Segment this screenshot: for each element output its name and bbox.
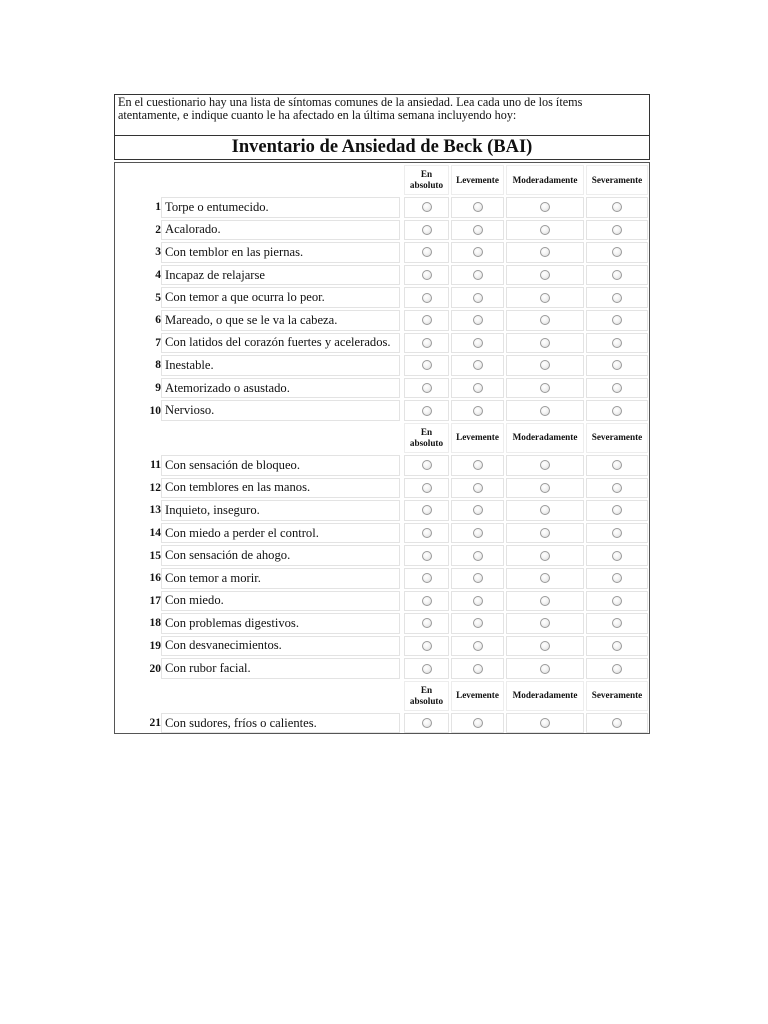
option-header-moderadamente: Moderadamente [506,681,584,711]
option-cell [506,220,584,241]
item-label: Con problemas digestivos. [161,613,400,634]
option-cell [451,591,504,612]
item-number: 8 [155,359,161,372]
item-label: Atemorizado o asustado. [161,378,400,399]
option-cell [586,500,648,521]
option-cell [506,310,584,331]
radio-moderadamente[interactable] [540,596,550,606]
option-cell [451,500,504,521]
item-number: 19 [149,639,161,652]
option-cell [404,500,449,521]
option-cell [506,500,584,521]
item-number: 20 [149,662,161,675]
question-row [115,453,649,476]
option-cell [586,265,648,286]
option-cell [404,591,449,612]
option-cell [451,355,504,376]
radio-en-absoluto[interactable] [422,664,432,674]
item-number: 15 [149,549,161,562]
radio-severamente[interactable] [612,573,622,583]
question-row [115,331,649,354]
options-header-row [115,163,649,195]
option-cell [451,658,504,679]
item-number: 4 [155,269,161,282]
option-cell [451,287,504,308]
option-cell [586,591,648,612]
question-group [115,679,649,734]
question-row [115,634,649,657]
options-header-row [115,421,649,453]
item-number: 3 [155,246,161,259]
option-cell [586,333,648,354]
question-group [115,421,649,679]
radio-levemente[interactable] [473,641,483,651]
option-cell [404,613,449,634]
radio-en-absoluto[interactable] [422,225,432,235]
option-cell [506,355,584,376]
radio-moderadamente[interactable] [540,360,550,370]
radio-en-absoluto[interactable] [422,718,432,728]
radio-moderadamente[interactable] [540,247,550,257]
item-label: Con temblores en las manos. [161,478,400,499]
question-row [115,566,649,589]
item-label: Con desvanecimientos. [161,636,400,657]
item-number: 17 [149,594,161,607]
item-number: 1 [155,201,161,214]
option-cell [451,713,504,734]
option-cell [586,197,648,218]
option-cell [506,378,584,399]
item-number: 2 [155,223,161,236]
option-cell [506,713,584,734]
radio-levemente[interactable] [473,247,483,257]
item-label: Con miedo a perder el control. [161,523,400,544]
radio-en-absoluto[interactable] [422,315,432,325]
radio-en-absoluto[interactable] [422,293,432,303]
question-row [115,611,649,634]
radio-severamente[interactable] [612,270,622,280]
item-label: Torpe o entumecido. [161,197,400,218]
item-number: 9 [155,382,161,395]
option-cell [404,400,449,421]
option-cell [451,220,504,241]
option-cell [451,568,504,589]
option-cell [451,242,504,263]
question-row [115,498,649,521]
questionnaire-table [114,162,650,734]
radio-severamente[interactable] [612,406,622,416]
radio-moderadamente[interactable] [540,270,550,280]
radio-severamente[interactable] [612,551,622,561]
radio-levemente[interactable] [473,360,483,370]
option-cell [586,713,648,734]
radio-severamente[interactable] [612,596,622,606]
option-cell [404,197,449,218]
option-cell [404,265,449,286]
question-row [115,398,649,421]
radio-severamente[interactable] [612,202,622,212]
option-header-en-absoluto: En absoluto [404,423,449,453]
radio-moderadamente[interactable] [540,460,550,470]
option-header-moderadamente: Moderadamente [506,165,584,195]
item-label: Mareado, o que se le va la cabeza. [161,310,400,331]
radio-levemente[interactable] [473,202,483,212]
radio-levemente[interactable] [473,618,483,628]
option-cell [451,310,504,331]
option-header-en-absoluto: En absoluto [404,681,449,711]
radio-en-absoluto[interactable] [422,483,432,493]
radio-moderadamente[interactable] [540,202,550,212]
option-cell [404,378,449,399]
option-cell [451,197,504,218]
option-cell [586,220,648,241]
item-label: Con sensación de bloqueo. [161,455,400,476]
radio-levemente[interactable] [473,315,483,325]
option-header-en-absoluto: En absoluto [404,165,449,195]
item-number: 21 [149,717,161,730]
radio-severamente[interactable] [612,225,622,235]
radio-severamente[interactable] [612,383,622,393]
radio-en-absoluto[interactable] [422,202,432,212]
radio-levemente[interactable] [473,596,483,606]
option-cell [404,287,449,308]
radio-levemente[interactable] [473,664,483,674]
option-cell [586,523,648,544]
item-label: Incapaz de relajarse [161,265,400,286]
radio-moderadamente[interactable] [540,383,550,393]
radio-moderadamente[interactable] [540,551,550,561]
option-cell [506,591,584,612]
option-cell [404,242,449,263]
item-label: Nervioso. [161,400,400,421]
radio-severamente[interactable] [612,528,622,538]
option-cell [506,545,584,566]
question-row [115,218,649,241]
option-cell [586,287,648,308]
radio-en-absoluto[interactable] [422,270,432,280]
radio-severamente[interactable] [612,315,622,325]
option-cell [506,478,584,499]
radio-en-absoluto[interactable] [422,383,432,393]
option-cell [404,220,449,241]
radio-en-absoluto[interactable] [422,360,432,370]
option-cell [404,310,449,331]
item-label: Con sensación de ahogo. [161,545,400,566]
question-row [115,521,649,544]
item-number: 16 [149,572,161,585]
radio-levemente[interactable] [473,406,483,416]
item-label: Acalorado. [161,220,400,241]
item-label: Inestable. [161,355,400,376]
question-row [115,656,649,679]
option-header-severamente: Severamente [586,165,648,195]
radio-severamente[interactable] [612,338,622,348]
question-row [115,353,649,376]
radio-moderadamente[interactable] [540,641,550,651]
option-header-levemente: Levemente [451,681,504,711]
radio-en-absoluto[interactable] [422,573,432,583]
option-cell [586,400,648,421]
radio-levemente[interactable] [473,270,483,280]
radio-en-absoluto[interactable] [422,596,432,606]
option-cell [506,636,584,657]
radio-en-absoluto[interactable] [422,460,432,470]
item-number: 10 [149,404,161,417]
option-cell [404,455,449,476]
option-cell [506,568,584,589]
question-row [115,240,649,263]
option-cell [451,400,504,421]
option-cell [506,197,584,218]
question-row [115,476,649,499]
radio-severamente[interactable] [612,618,622,628]
radio-severamente[interactable] [612,293,622,303]
item-number: 14 [149,527,161,540]
option-cell [506,287,584,308]
option-cell [404,545,449,566]
radio-levemente[interactable] [473,225,483,235]
question-row [115,308,649,331]
item-number: 6 [155,314,161,327]
option-cell [404,658,449,679]
question-row [115,543,649,566]
option-cell [586,658,648,679]
radio-severamente[interactable] [612,505,622,515]
radio-levemente[interactable] [473,293,483,303]
option-cell [451,455,504,476]
option-cell [506,242,584,263]
radio-moderadamente[interactable] [540,505,550,515]
option-cell [506,613,584,634]
option-cell [404,713,449,734]
option-cell [451,545,504,566]
question-row [115,263,649,286]
radio-severamente[interactable] [612,460,622,470]
radio-levemente[interactable] [473,528,483,538]
radio-severamente[interactable] [612,664,622,674]
radio-en-absoluto[interactable] [422,247,432,257]
question-row [115,195,649,218]
option-cell [586,242,648,263]
radio-levemente[interactable] [473,505,483,515]
radio-severamente[interactable] [612,360,622,370]
option-cell [586,355,648,376]
radio-moderadamente[interactable] [540,293,550,303]
item-label: Con temblor en las piernas. [161,242,400,263]
radio-moderadamente[interactable] [540,573,550,583]
item-number: 5 [155,291,161,304]
option-cell [404,333,449,354]
questionnaire-title: Inventario de Ansiedad de Beck (BAI) [114,136,650,160]
option-cell [586,478,648,499]
option-cell [451,333,504,354]
radio-en-absoluto[interactable] [422,528,432,538]
option-header-moderadamente: Moderadamente [506,423,584,453]
option-cell [451,378,504,399]
bai-questionnaire [114,94,650,734]
item-label: Con rubor facial. [161,658,400,679]
item-number: 13 [149,504,161,517]
radio-en-absoluto[interactable] [422,618,432,628]
item-label: Con sudores, fríos o calientes. [161,713,400,734]
radio-severamente[interactable] [612,247,622,257]
item-number: 7 [155,336,161,349]
option-cell [404,568,449,589]
option-cell [506,523,584,544]
item-label: Inquieto, inseguro. [161,500,400,521]
option-cell [506,658,584,679]
option-cell [404,478,449,499]
option-cell [404,355,449,376]
radio-moderadamente[interactable] [540,315,550,325]
question-group [115,163,649,421]
item-label: Con latidos del corazón fuertes y acelerados. [161,333,400,354]
radio-levemente[interactable] [473,483,483,493]
question-row [115,711,649,734]
radio-moderadamente[interactable] [540,483,550,493]
options-header-row [115,679,649,711]
radio-levemente[interactable] [473,573,483,583]
radio-en-absoluto[interactable] [422,505,432,515]
radio-moderadamente[interactable] [540,718,550,728]
radio-en-absoluto[interactable] [422,338,432,348]
radio-moderadamente[interactable] [540,618,550,628]
question-row [115,285,649,308]
radio-en-absoluto[interactable] [422,551,432,561]
option-cell [404,636,449,657]
option-cell [451,613,504,634]
radio-moderadamente[interactable] [540,664,550,674]
option-cell [586,568,648,589]
radio-moderadamente[interactable] [540,225,550,235]
radio-moderadamente[interactable] [540,406,550,416]
option-header-severamente: Severamente [586,423,648,453]
radio-en-absoluto[interactable] [422,406,432,416]
option-cell [506,455,584,476]
radio-severamente[interactable] [612,483,622,493]
radio-levemente[interactable] [473,338,483,348]
radio-levemente[interactable] [473,551,483,561]
option-cell [451,265,504,286]
option-cell [404,523,449,544]
option-cell [506,265,584,286]
item-label: Con temor a morir. [161,568,400,589]
option-cell [586,378,648,399]
option-header-severamente: Severamente [586,681,648,711]
item-number: 12 [149,481,161,494]
radio-levemente[interactable] [473,383,483,393]
option-cell [586,545,648,566]
option-header-levemente: Levemente [451,423,504,453]
option-header-levemente: Levemente [451,165,504,195]
option-cell [451,523,504,544]
radio-moderadamente[interactable] [540,528,550,538]
radio-severamente[interactable] [612,641,622,651]
item-label: Con miedo. [161,591,400,612]
radio-levemente[interactable] [473,718,483,728]
item-number: 11 [150,459,161,472]
option-cell [451,636,504,657]
item-number: 18 [149,617,161,630]
option-cell [586,636,648,657]
radio-en-absoluto[interactable] [422,641,432,651]
option-cell [506,400,584,421]
radio-severamente[interactable] [612,718,622,728]
question-row [115,589,649,612]
item-label: Con temor a que ocurra lo peor. [161,287,400,308]
option-cell [451,478,504,499]
option-cell [586,310,648,331]
question-row [115,376,649,399]
option-cell [586,455,648,476]
option-cell [506,333,584,354]
radio-levemente[interactable] [473,460,483,470]
option-cell [586,613,648,634]
radio-moderadamente[interactable] [540,338,550,348]
instructions-text: En el cuestionario hay una lista de síntomas comunes de la ansiedad. Lea cada uno de los ítems atentamente, e indique cuanto le ha afectado en la última semana incluyendo hoy: [114,94,650,136]
